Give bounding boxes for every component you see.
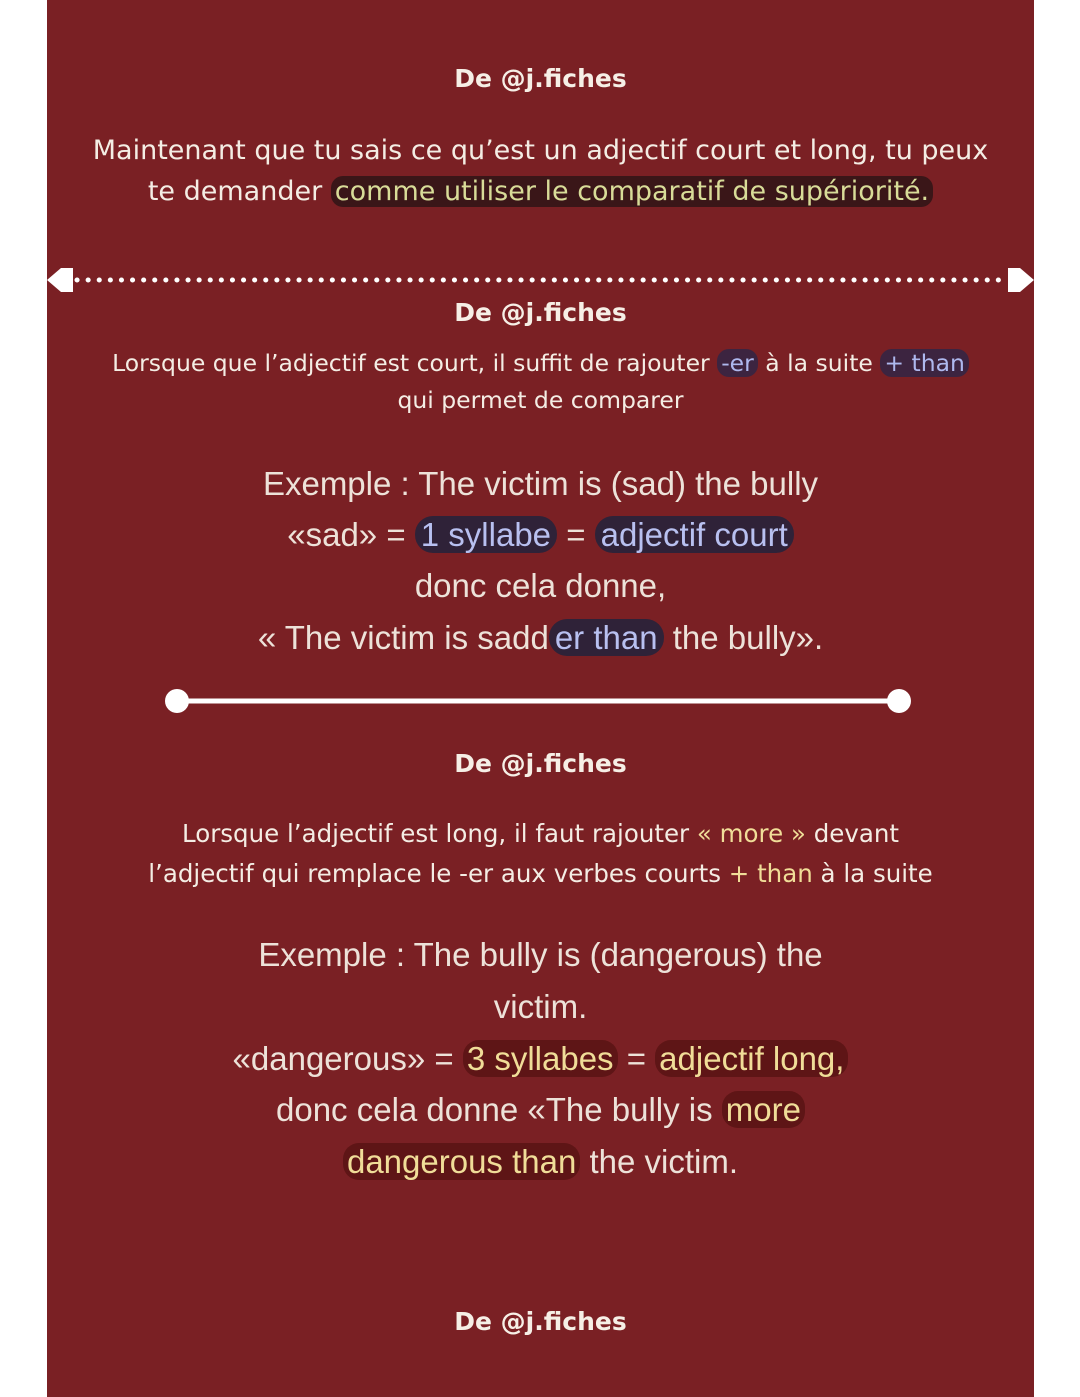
short-example-line-2	[47, 516, 1034, 554]
rule-text: devant	[805, 819, 899, 848]
highlight-adjectif-long: adjectif long,	[655, 1040, 848, 1077]
highlight-more: « more »	[696, 819, 806, 848]
rule-text: à la suite	[757, 349, 881, 377]
left-arrow-icon	[47, 268, 73, 292]
rule-text: à la suite	[812, 859, 933, 888]
example-text: the victim.	[580, 1143, 739, 1180]
note-card	[47, 0, 1034, 1397]
intro-text: te demander	[147, 176, 331, 207]
rule-text: l’adjectif qui remplace le -er aux verbes courts	[148, 859, 729, 888]
example-text: the bully».	[663, 619, 824, 656]
rule-text: Lorsque l’adjectif est long, il faut rajouter	[181, 819, 697, 848]
highlight-more: more	[722, 1091, 805, 1128]
highlight-than: + than	[880, 349, 969, 377]
long-rule-line-2	[47, 859, 1034, 888]
short-rule-line-2: qui permet de comparer	[397, 386, 684, 414]
example-text: donc cela donne «The bully is	[276, 1091, 722, 1128]
long-example-line-4	[47, 1091, 1034, 1129]
short-rule-line-1	[47, 349, 1034, 377]
highlight-3-syllabes: 3 syllabes	[463, 1040, 618, 1077]
short-example-line-1: Exemple : The victim is (sad) the bully	[262, 465, 819, 502]
long-example-line-2: victim.	[493, 988, 588, 1025]
left-dot-icon	[165, 689, 189, 713]
example-text: «dangerous» =	[232, 1040, 463, 1077]
example-text: «sad» =	[287, 516, 415, 553]
intro-text-line-2	[47, 176, 1034, 207]
highlight-syllabe: 1 syllabe	[415, 516, 557, 553]
short-example-line-3: donc cela donne,	[414, 567, 667, 604]
intro-text-line-1: Maintenant que tu sais ce qu’est un adjectif court et long, tu peux	[92, 135, 989, 166]
highlight-than: + than	[728, 859, 813, 888]
long-example-line-3	[47, 1040, 1034, 1078]
highlight-er: -er	[717, 349, 758, 377]
example-text: =	[557, 516, 595, 553]
author-credit-footer: De @j.fiches	[454, 1307, 627, 1336]
rule-text: Lorsque que l’adjectif est court, il suffit de rajouter	[112, 349, 718, 377]
highlight-dangerous-than: dangerous than	[343, 1143, 580, 1180]
highlight-er-than: er than	[549, 619, 664, 656]
long-rule-line-1	[47, 819, 1034, 848]
long-example-line-1: Exemple : The bully is (dangerous) the	[258, 936, 823, 973]
long-example-line-5	[47, 1143, 1034, 1181]
author-credit: De @j.fiches	[454, 749, 627, 778]
solid-line-divider	[165, 686, 911, 716]
short-example-line-4	[47, 619, 1034, 657]
author-credit: De @j.fiches	[454, 64, 627, 93]
author-credit: De @j.fiches	[454, 298, 627, 327]
right-arrow-icon	[1008, 268, 1034, 292]
example-text: =	[617, 1040, 656, 1077]
dotted-arrow-divider	[47, 260, 1034, 300]
right-dot-icon	[887, 689, 911, 713]
highlight-comparatif: comme utiliser le comparatif de supériorité.	[331, 176, 933, 207]
example-text: « The victim is sadd	[257, 619, 549, 656]
highlight-adjectif-court: adjectif court	[595, 516, 794, 553]
